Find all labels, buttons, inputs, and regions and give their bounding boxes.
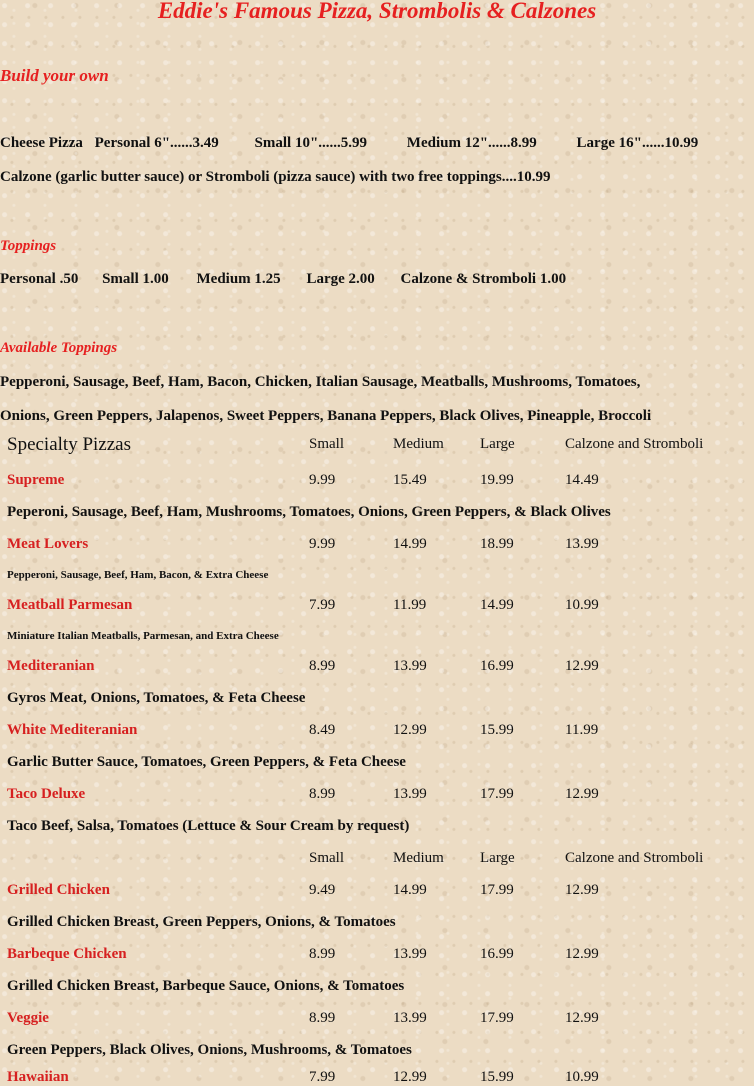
price-small: 8.49 [309, 722, 336, 738]
price-large: 14.99 [480, 597, 514, 613]
price-calzone: 12.99 [565, 882, 599, 898]
topping-price-medium: Medium 1.25 [196, 271, 281, 287]
pizza-name: Mediteranian [7, 658, 95, 674]
topping-price-personal: Personal .50 [0, 271, 79, 287]
column-header-medium: Medium [393, 850, 444, 866]
pizza-description: Peperoni, Sausage, Beef, Ham, Mushrooms, Tomatoes, Onions, Green Peppers, & Black Olives [7, 504, 611, 520]
price-large: 16.99 [480, 946, 514, 962]
price-small: 9.99 [309, 472, 336, 488]
price-calzone: 12.99 [565, 1010, 599, 1026]
pizza-name: Taco Deluxe [7, 786, 86, 802]
price-medium: 12.99 [393, 1069, 427, 1085]
topping-price-calzone: Calzone & Stromboli 1.00 [400, 271, 567, 287]
column-header-small: Small [309, 436, 345, 452]
price-small: 7.99 [309, 1069, 336, 1085]
price-small: 8.99 [309, 946, 336, 962]
price-small: 8.99 [309, 658, 336, 674]
price-small: 9.99 [309, 536, 336, 552]
price-calzone: 12.99 [565, 786, 599, 802]
price-calzone: 13.99 [565, 536, 599, 552]
cheese-pizza-label: Cheese Pizza [0, 135, 83, 151]
specialty-pizzas-heading: Specialty Pizzas [7, 434, 131, 455]
price-medium: 11.99 [393, 597, 427, 613]
price-medium: 14.99 [393, 882, 427, 898]
price-medium: 13.99 [393, 1010, 427, 1026]
pizza-description: Miniature Italian Meatballs, Parmesan, and Extra Cheese [7, 630, 279, 642]
column-header-calzone: Calzone and Stromboli [565, 436, 704, 452]
price-medium: 13.99 [393, 786, 427, 802]
available-toppings-heading: Available Toppings [0, 340, 118, 356]
price-large: 17.99 [480, 1010, 514, 1026]
topping-price-large: Large 2.00 [306, 271, 375, 287]
size-small: Small 10"......5.99 [254, 135, 368, 151]
price-large: 18.99 [480, 536, 514, 552]
price-calzone: 14.49 [565, 472, 599, 488]
price-large: 15.99 [480, 1069, 514, 1085]
toppings-heading: Toppings [0, 238, 57, 254]
price-small: 8.99 [309, 1010, 336, 1026]
build-your-own-heading: Build your own [0, 66, 109, 85]
topping-price-small: Small 1.00 [102, 271, 169, 287]
price-small: 9.49 [309, 882, 336, 898]
size-personal: Personal 6"......3.49 [94, 135, 219, 151]
price-medium: 13.99 [393, 946, 427, 962]
calzone-line: Calzone (garlic butter sauce) or Stromboli (pizza sauce) with two free toppings....10.99 [0, 169, 551, 185]
pizza-description: Garlic Butter Sauce, Tomatoes, Green Peppers, & Feta Cheese [7, 754, 406, 770]
price-large: 17.99 [480, 882, 514, 898]
price-large: 17.99 [480, 786, 514, 802]
price-calzone: 12.99 [565, 658, 599, 674]
pizza-name: Hawaiian [7, 1069, 69, 1085]
price-medium: 13.99 [393, 658, 427, 674]
price-small: 7.99 [309, 597, 336, 613]
column-header-large: Large [480, 436, 515, 452]
price-medium: 12.99 [393, 722, 427, 738]
price-medium: 15.49 [393, 472, 427, 488]
available-toppings-line-1: Pepperoni, Sausage, Beef, Ham, Bacon, Chicken, Italian Sausage, Meatballs, Mushrooms, Tomatoes, [0, 374, 641, 390]
pizza-description: Pepperoni, Sausage, Beef, Ham, Bacon, & Extra Cheese [7, 569, 269, 581]
cheese-pizza-prices [0, 135, 698, 152]
pizza-name: Grilled Chicken [7, 882, 110, 898]
price-large: 16.99 [480, 658, 514, 674]
pizza-name: Veggie [7, 1010, 49, 1026]
price-large: 15.99 [480, 722, 514, 738]
pizza-name: Meat Lovers [7, 536, 89, 552]
pizza-description: Gyros Meat, Onions, Tomatoes, & Feta Cheese [7, 690, 306, 706]
pizza-name: Barbeque Chicken [7, 946, 127, 962]
size-medium: Medium 12"......8.99 [406, 135, 537, 151]
size-large: Large 16"......10.99 [576, 135, 699, 151]
pizza-description: Grilled Chicken Breast, Green Peppers, Onions, & Tomatoes [7, 914, 396, 930]
price-calzone: 12.99 [565, 946, 599, 962]
column-header-calzone: Calzone and Stromboli [565, 850, 704, 866]
pizza-description: Taco Beef, Salsa, Tomatoes (Lettuce & Sour Cream by request) [7, 818, 410, 834]
price-small: 8.99 [309, 786, 336, 802]
pizza-name: Meatball Parmesan [7, 597, 133, 613]
price-large: 19.99 [480, 472, 514, 488]
pizza-name: Supreme [7, 472, 65, 488]
pizza-name: White Mediteranian [7, 722, 138, 738]
price-calzone: 10.99 [565, 597, 599, 613]
pizza-description: Grilled Chicken Breast, Barbeque Sauce, Onions, & Tomatoes [7, 978, 405, 994]
price-medium: 14.99 [393, 536, 427, 552]
price-calzone: 11.99 [565, 722, 599, 738]
page-title: Eddie's Famous Pizza, Strombolis & Calzones [157, 0, 597, 23]
topping-prices [0, 271, 566, 288]
pizza-description: Green Peppers, Black Olives, Onions, Mushrooms, & Tomatoes [7, 1042, 412, 1058]
price-calzone: 10.99 [565, 1069, 599, 1085]
available-toppings-line-2: Onions, Green Peppers, Jalapenos, Sweet Peppers, Banana Peppers, Black Olives, Pineapple, Broccoli [0, 408, 652, 424]
column-header-medium: Medium [393, 436, 444, 452]
column-header-large: Large [480, 850, 515, 866]
column-header-small: Small [309, 850, 345, 866]
